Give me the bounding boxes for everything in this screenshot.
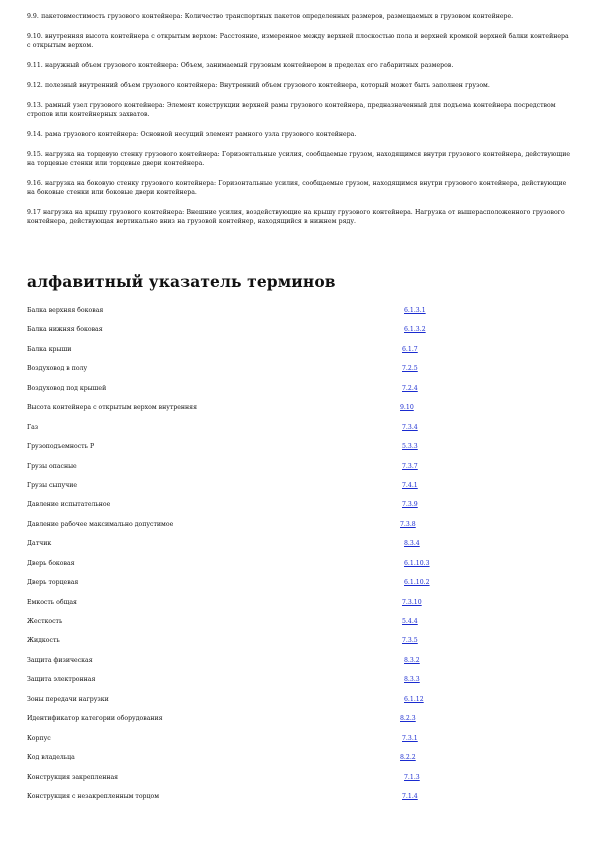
index-row: [27, 555, 572, 574]
term-index: [27, 302, 572, 807]
definition-term: 9.15. нагрузка на торцевую стенку грузового контейнера:: [27, 151, 220, 158]
index-ref-link[interactable]: 7.4.1: [402, 481, 418, 489]
index-ref-link[interactable]: 7.3.1: [402, 734, 418, 742]
index-ref-link[interactable]: 8.3.3: [404, 676, 420, 684]
index-row: [27, 360, 572, 379]
index-term: Защита электронная: [27, 676, 96, 684]
definition-text: Элемент конструкции верхней рамы грузового контейнера, предназначенный для подъема контейнера посредством стропов или контейнерных захватов.: [27, 102, 556, 118]
index-ref-link[interactable]: 7.3.4: [402, 423, 418, 431]
index-term: Корпус: [27, 734, 51, 742]
index-row: [27, 341, 572, 360]
index-ref-link[interactable]: 6.1.10.3: [404, 559, 430, 567]
index-ref-link[interactable]: 7.2.4: [402, 384, 418, 392]
index-term: Идентификатор категории оборудования: [27, 715, 163, 723]
index-row: [27, 691, 572, 710]
index-term: Воздуховод в полу: [27, 365, 88, 373]
index-term: Зоны передачи нагрузки: [27, 695, 109, 703]
index-term: Грузы опасные: [27, 462, 77, 470]
index-row: [27, 399, 572, 418]
definition-term: 9.14. рама грузового контейнера:: [27, 131, 139, 138]
definition-text: Внешние усилия, воздействующие на крышу грузового контейнера. Нагрузка от вышерасположенного грузового контейнера, действующая вертикально вниз на грузовой контейнер, находящийся в нижнем ряду.: [27, 209, 565, 225]
definition-text: Объем, занимаемый грузовым контейнером в пределах его габаритных размеров.: [178, 62, 454, 69]
definition-term: 9.12. полезный внутренний объем грузового контейнера:: [27, 82, 218, 89]
definition-9-15: [27, 150, 572, 168]
index-row: [27, 302, 572, 321]
index-term: Конструкция с незакрепленным торцом: [27, 792, 160, 800]
index-term: Высота контейнера с открытым верхом внутренняя: [27, 404, 197, 412]
index-row: [27, 574, 572, 593]
index-term: Давление рабочее максимально допустимое: [27, 520, 174, 528]
index-term: Конструкция закрепленная: [27, 773, 119, 781]
index-ref-link[interactable]: 7.3.8: [400, 520, 416, 528]
definition-text: Количество транспортных пакетов определенных размеров, размещаемых в грузовом контейнере.: [182, 13, 514, 20]
index-row: [27, 749, 572, 768]
index-row: [27, 594, 572, 613]
definition-text: Горизонтальные усилия, сообщаемые грузом, находящимся внутри грузового контейнера, действующие на торцевые стенки или торцевые двери контейнера.: [27, 151, 570, 167]
index-ref-link[interactable]: 7.1.3: [404, 773, 420, 781]
index-row: [27, 380, 572, 399]
index-ref-link[interactable]: 6.1.12: [404, 695, 424, 703]
index-row: [27, 535, 572, 554]
index-term: Балка нижняя боковая: [27, 326, 103, 334]
definition-text: Горизонтальные усилия, сообщаемые грузом, находящимся внутри грузового контейнера, действующие на боковые стенки или боковые двери контейнера.: [27, 180, 567, 196]
index-ref-link[interactable]: 9.10: [400, 404, 414, 412]
index-ref-link[interactable]: 7.3.10: [402, 598, 422, 606]
index-term: Датчик: [27, 540, 52, 548]
index-term: Жесткость: [27, 618, 63, 625]
definition-term: 9.9. пакетовместимость грузового контейнера:: [27, 13, 183, 20]
index-ref-link[interactable]: 7.2.5: [402, 365, 418, 373]
definition-9-14: [27, 130, 572, 139]
index-ref-link[interactable]: 8.2.3: [400, 715, 416, 723]
index-term: Давление испытательное: [27, 501, 111, 509]
definition-9-9: [27, 12, 572, 21]
index-ref-link[interactable]: 7.3.9: [402, 501, 418, 509]
index-row: [27, 613, 572, 632]
index-term: Балка крыши: [27, 345, 72, 353]
index-row: [27, 769, 572, 788]
index-row: [27, 671, 572, 690]
index-term: Дверь боковая: [27, 559, 75, 567]
index-term: Жидкость: [27, 637, 60, 645]
definition-term: 9.16. нагрузка на боковую стенку грузового контейнера:: [27, 180, 217, 187]
index-row: [27, 632, 572, 651]
index-ref-link[interactable]: 7.3.7: [402, 462, 418, 470]
definition-term: 9.13. рамный узел грузового контейнера:: [27, 102, 165, 109]
index-ref-link[interactable]: 7.3.5: [402, 637, 418, 645]
index-term: Грузоподъемность P: [27, 443, 95, 451]
index-row: [27, 710, 572, 729]
definition-9-11: [27, 61, 572, 70]
index-row: [27, 788, 572, 807]
index-ref-link[interactable]: 6.1.3.2: [404, 326, 426, 334]
definition-text: Внутренний объем грузового контейнера, который может быть заполнен грузом.: [217, 82, 490, 89]
definition-term: 9.10. внутренняя высота контейнера с открытым верхом:: [27, 33, 218, 40]
definition-9-17: [27, 208, 572, 226]
index-term: Дверь торцевая: [27, 579, 79, 587]
definition-9-12: [27, 81, 572, 90]
index-row: [27, 652, 572, 671]
index-term: Грузы сыпучие: [27, 481, 77, 489]
index-term: Балка верхняя боковая: [27, 307, 104, 314]
index-term: Защита физическая: [27, 656, 93, 664]
index-ref-link[interactable]: 5.4.4: [402, 618, 418, 625]
index-row: [27, 477, 572, 496]
index-ref-link[interactable]: 8.3.2: [404, 656, 420, 664]
index-row: [27, 321, 572, 340]
index-row: [27, 419, 572, 438]
definition-9-10: [27, 32, 572, 50]
index-ref-link[interactable]: 8.2.2: [400, 754, 416, 762]
index-ref-link[interactable]: 5.3.3: [402, 443, 418, 451]
definition-term: 9.11. наружный объем грузового контейнера:: [27, 62, 179, 69]
index-row: [27, 458, 572, 477]
index-row: [27, 516, 572, 535]
index-term: Код владельца: [27, 754, 75, 762]
definition-text: Расстояние, измеренное между верхней плоскостью пола и верхней кромкой верхней балки контейнера с открытым верхом.: [27, 33, 569, 49]
index-ref-link[interactable]: 6.1.7: [402, 345, 418, 353]
definitions-list: [27, 12, 572, 237]
index-ref-link[interactable]: 6.1.10.2: [404, 579, 430, 587]
index-heading: алфавитный указатель терминов: [27, 272, 336, 291]
definition-text: Основной несущий элемент рамного узла грузового контейнера.: [138, 131, 357, 138]
index-row: [27, 730, 572, 749]
index-row: [27, 438, 572, 457]
index-row: [27, 496, 572, 515]
index-ref-link[interactable]: 8.3.4: [404, 540, 420, 548]
index-ref-link[interactable]: 6.1.3.1: [404, 307, 426, 314]
definition-term: 9.17 нагрузка на крышу грузового контейнера:: [27, 209, 185, 216]
index-term: Емкость общая: [27, 598, 77, 606]
index-ref-link[interactable]: 7.1.4: [402, 792, 418, 800]
definition-9-13: [27, 101, 572, 119]
index-term: Воздуховод под крышей: [27, 384, 107, 392]
definition-9-16: [27, 179, 572, 197]
index-term: Газ: [27, 423, 39, 431]
